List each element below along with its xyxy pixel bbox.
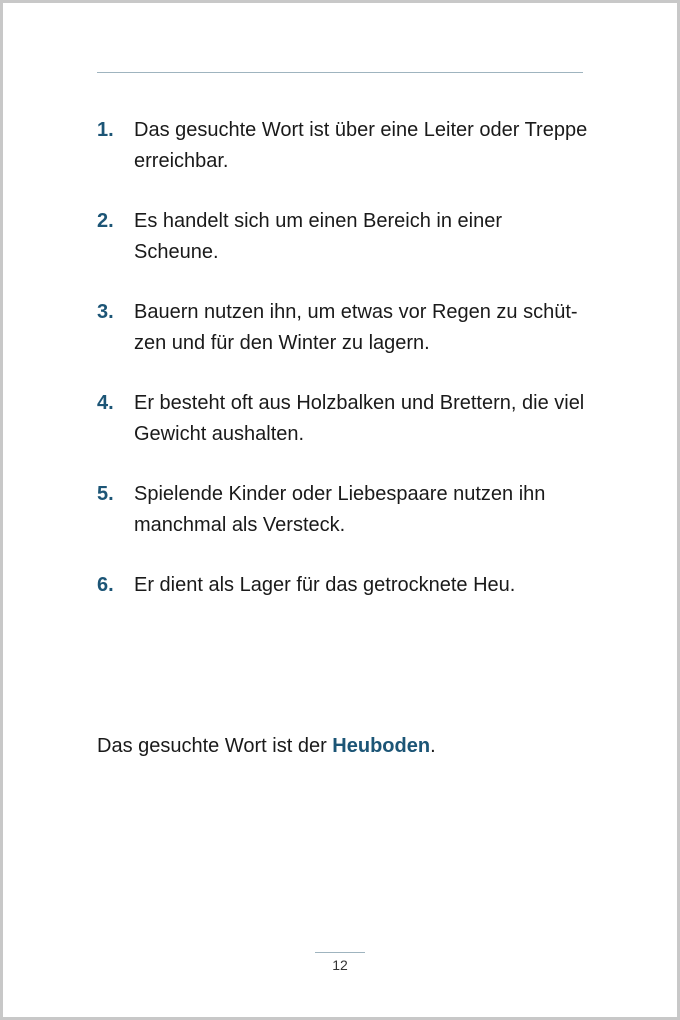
list-item [97,206,597,268]
clue-number: 4. [97,392,114,414]
footer-divider [315,952,365,953]
answer-word: Heuboden [332,735,431,757]
top-divider [97,72,583,73]
list-item [97,297,597,359]
list-item [97,388,597,450]
clue-number: 2. [97,210,114,232]
clue-text: Es handelt sich um einen Bereich in einer Scheune. [134,210,502,263]
clue-text: Bauern nutzen ihn, um etwas vor Regen zu schützen und für den Winter zu lagern. [134,301,578,354]
answer-sentence [97,731,436,762]
clue-text: Das gesuchte Wort ist über eine Leiter oder Treppe erreichbar. [134,119,588,172]
answer-suffix: . [430,735,436,757]
clue-text: Er dient als Lager für das getrocknete Heu. [134,574,516,596]
page-number: 12 [332,957,348,973]
clue-list [97,115,597,630]
clue-text: Er besteht oft aus Holzbalken und Brettern, die viel Gewicht aushalten. [134,392,585,445]
clue-number: 5. [97,483,114,505]
list-item [97,115,597,177]
clue-number: 3. [97,301,114,323]
list-item [97,570,597,601]
clue-number: 1. [97,119,114,141]
answer-prefix: Das gesuchte Wort ist der [97,735,333,757]
clue-text: Spielende Kinder oder Liebespaare nutzen ihn manchmal als Versteck. [134,483,546,536]
list-item [97,479,597,541]
clue-number: 6. [97,574,114,596]
